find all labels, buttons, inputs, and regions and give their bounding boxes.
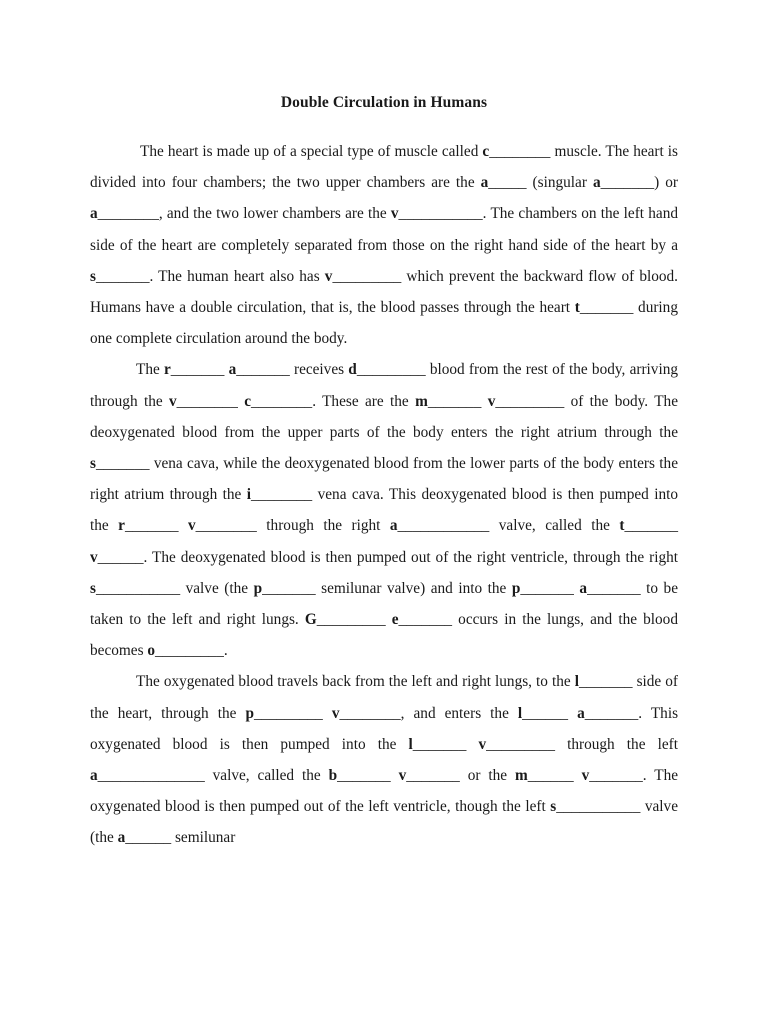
- blank-initial-letter: m: [415, 392, 428, 410]
- blank-initial-letter: d: [348, 361, 357, 379]
- blank-initial-letter: p: [253, 579, 263, 597]
- blank-initial-letter: v: [187, 517, 196, 535]
- blank-initial-letter: b: [328, 767, 338, 785]
- blank-initial-letter: v: [478, 735, 487, 753]
- paragraph-text: _______: [337, 767, 399, 785]
- paragraph-deoxygenated-blood: [90, 354, 678, 666]
- blank-initial-letter: t: [574, 299, 580, 317]
- blank-initial-letter: a: [480, 174, 489, 192]
- paragraph-text: _______ or the: [406, 767, 515, 785]
- paragraph-text: _________: [253, 704, 332, 722]
- paragraph-text: _______ vena cava, while the deoxygenated blood from the lower parts of the body enters the right atrium through the: [90, 455, 678, 504]
- paragraph-text: ______ semilunar: [125, 829, 236, 847]
- blank-initial-letter: v: [324, 267, 333, 285]
- blank-initial-letter: s: [90, 579, 96, 597]
- paragraph-text: _______ occurs in the lungs, and the blood becomes: [90, 611, 678, 660]
- paragraph-text: _________ blood from the rest of the body, arriving through the: [90, 361, 678, 410]
- paragraph-text: _______: [412, 735, 479, 753]
- blank-initial-letter: a: [592, 174, 601, 192]
- blank-initial-letter: a: [579, 579, 588, 597]
- blank-initial-letter: p: [511, 579, 521, 597]
- paragraph-text: _______. This oxygenated blood is then pumped into the: [90, 704, 679, 753]
- paragraph-text: _______ semilunar valve) and into the: [262, 579, 512, 597]
- paragraph-text: _________ through the left: [486, 735, 678, 753]
- paragraph-text: The oxygenated blood travels back from the left and right lungs, to the: [136, 673, 575, 691]
- paragraph-text: _______: [170, 361, 229, 379]
- paragraph-text: _________ of the body. The deoxygenated blood from the upper parts of the body enters the right atrium through the: [90, 392, 678, 441]
- blank-initial-letter: c: [244, 392, 251, 410]
- blank-initial-letter: v: [390, 205, 399, 223]
- paragraph-text: ____________ valve, called the: [397, 517, 620, 535]
- blank-initial-letter: G: [304, 611, 317, 629]
- paragraph-oxygenated-blood: [90, 666, 678, 853]
- paragraph-text: ________, and enters the: [339, 704, 518, 722]
- paragraph-text: ______________ valve, called the: [97, 767, 329, 785]
- blank-initial-letter: a: [90, 767, 98, 785]
- paragraph-text: ______: [522, 704, 578, 722]
- blank-initial-letter: a: [389, 517, 398, 535]
- paragraph-text: The heart is made up of a special type of muscle called: [140, 143, 483, 160]
- paragraph-text: ___________ valve (the: [90, 798, 678, 847]
- blank-initial-letter: a: [117, 829, 126, 847]
- paragraph-text: _______ during one complete circulation around the body.: [90, 299, 678, 348]
- paragraph-text: _____ (singular: [488, 174, 593, 192]
- blank-initial-letter: v: [90, 548, 98, 566]
- blank-initial-letter: s: [90, 455, 96, 473]
- paragraph-text: ___________ valve (the: [95, 579, 254, 597]
- blank-initial-letter: l: [574, 673, 579, 691]
- paragraph-text: _______. The human heart also has: [95, 267, 325, 285]
- blank-initial-letter: r: [164, 361, 171, 379]
- blank-initial-letter: o: [147, 642, 155, 660]
- paragraph-text: _______: [624, 517, 679, 535]
- blank-initial-letter: a: [577, 704, 585, 722]
- paragraph-text: ________ vena cava. This deoxygenated blood is then pumped into the: [90, 486, 678, 535]
- paragraph-text: _______ receives: [236, 361, 349, 379]
- worksheet-body: [90, 136, 678, 854]
- paragraph-text: _______ to be taken to the left and right lungs.: [90, 579, 678, 629]
- blank-initial-letter: i: [246, 486, 252, 504]
- blank-initial-letter: c: [482, 143, 490, 160]
- blank-initial-letter: v: [581, 767, 590, 785]
- paragraph-text: ________ through the right: [195, 517, 390, 535]
- paragraph-text: _________.: [155, 642, 228, 660]
- paragraph-text: ______. The deoxygenated blood is then pumped out of the right ventricle, through the right: [97, 548, 678, 566]
- blank-initial-letter: s: [550, 798, 557, 816]
- blank-initial-letter: t: [619, 517, 625, 535]
- paragraph-text: ________, and the two lower chambers are the: [97, 205, 391, 223]
- blank-initial-letter: v: [487, 392, 496, 410]
- paragraph-heart-structure: [90, 136, 678, 354]
- paragraph-text: ___________. The chambers on the left hand side of the heart are completely separated from those on the right hand side of the heart by a: [90, 205, 678, 254]
- paragraph-text: The: [136, 361, 164, 379]
- paragraph-text: _______: [520, 579, 580, 597]
- blank-initial-letter: e: [391, 611, 399, 629]
- paragraph-text: ________: [176, 392, 245, 410]
- blank-initial-letter: v: [398, 767, 407, 785]
- blank-initial-letter: l: [408, 735, 413, 753]
- paragraph-text: _______: [427, 392, 488, 410]
- paragraph-text: ________. These are the: [251, 392, 416, 410]
- paragraph-text: ______: [527, 767, 582, 785]
- blank-initial-letter: l: [517, 704, 523, 722]
- paragraph-text: _________: [316, 611, 392, 629]
- blank-initial-letter: p: [245, 704, 254, 722]
- paragraph-text: _______) or: [600, 174, 678, 192]
- paragraph-text: _______. The oxygenated blood is then pumped out of the left ventricle, though the left: [90, 767, 679, 816]
- paragraph-text: ________ muscle. The heart is divided into four chambers; the two upper chambers are the: [90, 143, 679, 192]
- blank-initial-letter: a: [90, 205, 98, 223]
- blank-initial-letter: a: [228, 361, 237, 379]
- blank-initial-letter: m: [514, 767, 528, 785]
- blank-initial-letter: v: [331, 704, 340, 722]
- blank-initial-letter: s: [90, 267, 96, 285]
- paragraph-text: _________ which prevent the backward flow of blood. Humans have a double circulation, that is, the blood passes through the heart: [90, 267, 678, 317]
- blank-initial-letter: v: [169, 392, 177, 410]
- paragraph-text: _______ side of the heart, through the: [90, 673, 678, 722]
- paragraph-text: _______: [124, 517, 188, 535]
- page-title: Double Circulation in Humans: [280, 94, 488, 111]
- blank-initial-letter: r: [118, 517, 125, 535]
